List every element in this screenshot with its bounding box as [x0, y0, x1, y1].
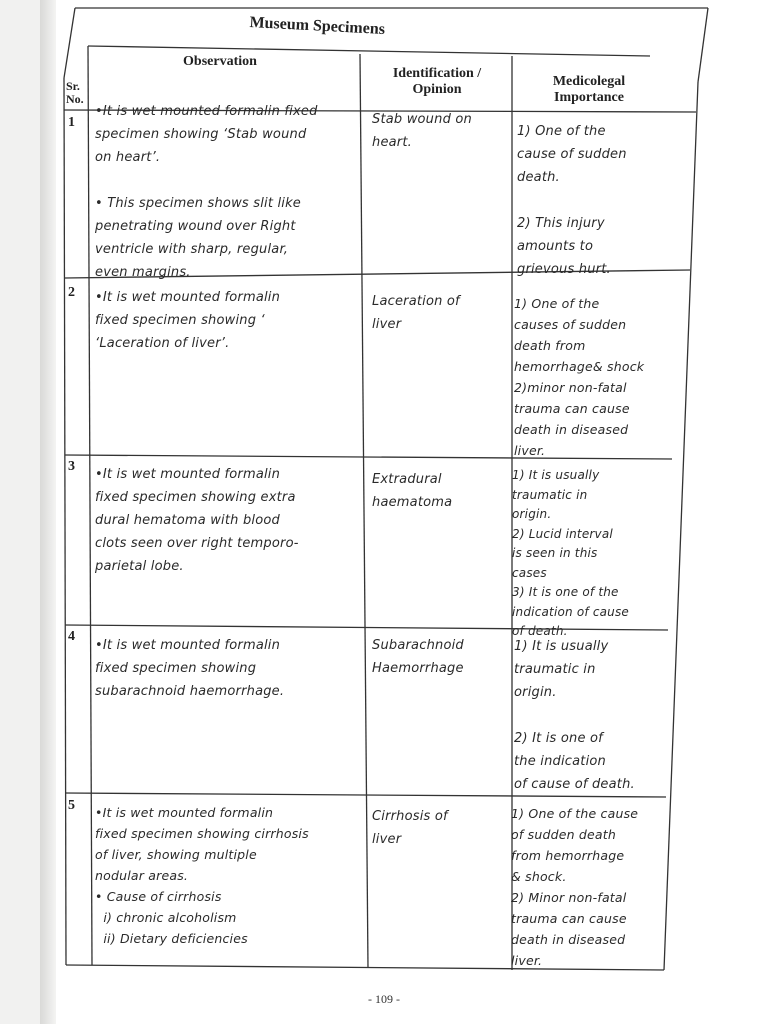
header-identification: Identification / Opinion: [392, 66, 482, 97]
row-4-sr-no: 4: [68, 629, 75, 644]
row-5-observation: •It is wet mounted formalin fixed specimen showing cirrhosis of liver, showing multiple nodular areas. • Cause of cirrhosis i) chronic alcoholism ii) Dietary deficiencies: [95, 805, 309, 946]
row-5-medicolegal-importance: 1) One of the cause of sudden death from hemorrhage & shock. 2) Minor non-fatal trauma can cause death in diseased liver.: [511, 806, 639, 968]
row-2-sr-no: 2: [68, 285, 75, 300]
row-4-identification: Subarachnoid Haemorrhage: [372, 638, 464, 676]
row-5-identification: Cirrhosis of liver: [372, 809, 448, 847]
row-2-medicolegal-importance: 1) One of the causes of sudden death from hemorrhage& shock 2)minor non-fatal trauma can cause death in diseased liver.: [514, 296, 645, 458]
row-4-medicolegal-importance: 1) It is usually traumatic in origin. 2) It is one of the indication of cause of death.: [514, 639, 635, 792]
row-3-identification: Extradural haematoma: [372, 472, 453, 510]
row-1-identification: Stab wound on heart.: [372, 112, 472, 150]
header-observation: Observation: [183, 54, 257, 69]
page-number: - 109 -: [368, 992, 400, 1006]
row-5-sr-no: 5: [68, 798, 75, 813]
row-1-observation: •It is wet mounted formalin fixed specimen showing ‘Stab wound on heart’. • This specimen shows slit like penetrating wound over Right ventricle with sharp, regular, even margins.: [95, 104, 318, 280]
row-3-medicolegal-importance: 1) It is usually traumatic in origin. 2) Lucid interval is seen in this cases 3) It is one of the indication of cause of death.: [512, 468, 630, 638]
row-2-identification: Laceration of liver: [372, 294, 460, 332]
header-sr-no: Sr. No.: [66, 79, 84, 106]
row-3-observation: •It is wet mounted formalin fixed specimen showing extra dural hematoma with blood clots seen over right temporo- parietal lobe.: [95, 467, 299, 574]
row-4-observation: •It is wet mounted formalin fixed specimen showing subarachnoid haemorrhage.: [95, 638, 285, 699]
page-title: Museum Specimens: [249, 14, 386, 39]
header-medicolegal-importance: Medicolegal Importance: [552, 74, 626, 105]
row-1-medicolegal-importance: 1) One of the cause of sudden death. 2) This injury amounts to grievous hurt.: [517, 124, 627, 277]
row-1-sr-no: 1: [68, 115, 75, 130]
row-3-sr-no: 3: [68, 459, 75, 474]
row-2-observation: •It is wet mounted formalin fixed specimen showing ‘ ‘Laceration of liver’.: [95, 290, 281, 351]
